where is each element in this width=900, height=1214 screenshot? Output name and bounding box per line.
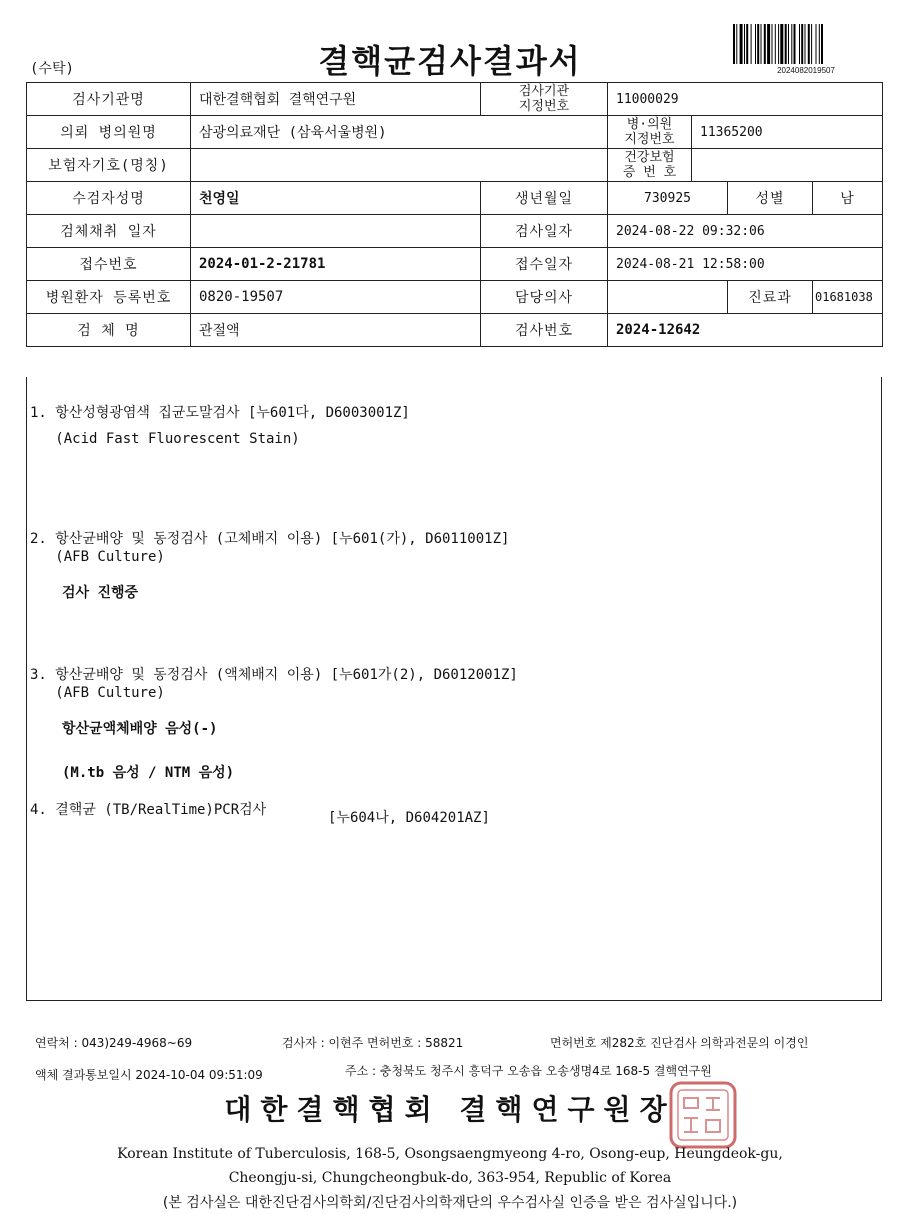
- accession-number: 2024-01-2-21781: [191, 248, 481, 281]
- test-4-title: 4. 결핵균 (TB/RealTime)PCR검사: [30, 802, 267, 818]
- test-3-result: 항산균액체배양 음성(-): [62, 721, 218, 737]
- doctor: [608, 281, 728, 314]
- reg-number: 0820-19507: [191, 281, 481, 314]
- test-3-result-detail: (M.tb 음성 / NTM 음성): [62, 765, 235, 781]
- health-ins-label: 건강보험 증 번 호: [608, 149, 692, 182]
- insurer-label: 보험자기호(명칭): [27, 149, 191, 182]
- clinic-id-label: 병·의원 지정번호: [608, 116, 692, 149]
- lab-id-label: 검사기관 지정번호: [481, 83, 608, 116]
- received-date: 2024-08-21 12:58:00: [608, 248, 883, 281]
- english-address-line-1: Korean Institute of Tuberculosis, 168-5, Osongsaengmyeong 4-ro, Osong-eup, Heungdeok-gu,: [117, 1146, 783, 1162]
- test-4-code: [누604나, D604201AZ]: [328, 810, 490, 826]
- referring-label: 의뢰 병의원명: [27, 116, 191, 149]
- dept: 01681038: [813, 281, 883, 314]
- clinic-id: 11365200: [692, 116, 883, 149]
- lab-name: 대한결핵협회 결핵연구원: [191, 83, 481, 116]
- patient-label: 수검자성명: [27, 182, 191, 215]
- test-date-label: 검사일자: [481, 215, 608, 248]
- referring-hospital: 삼광의료재단 (삼육서울병원): [191, 116, 608, 149]
- patient-name: 천영일: [191, 182, 481, 215]
- test-no-label: 검사번호: [481, 314, 608, 347]
- test-3-subtitle: (AFB Culture): [30, 685, 165, 701]
- barcode: [733, 24, 879, 64]
- info-table: [26, 82, 882, 347]
- collect-date: [191, 215, 481, 248]
- collect-label: 검체채취 일자: [27, 215, 191, 248]
- test-date: 2024-08-22 09:32:06: [608, 215, 883, 248]
- received-label: 접수일자: [481, 248, 608, 281]
- specimen-label: 검 체 명: [27, 314, 191, 347]
- license: 면허번호 제282호 진단검사 의학과전문의 이경인: [550, 1036, 809, 1050]
- lab-name-label: 검사기관명: [27, 83, 191, 116]
- dob: 730925: [608, 182, 728, 215]
- doctor-label: 담당의사: [481, 281, 608, 314]
- test-2-subtitle: (AFB Culture): [30, 549, 165, 565]
- certification-note: (본 검사실은 대한진단검사의학회/진단검사의학재단의 우수검사실 인증을 받은 검사실입니다.): [162, 1195, 738, 1211]
- test-2-title: 2. 항산균배양 및 동정검사 (고체배지 이용) [누601(가), D6011001Z]: [30, 531, 510, 547]
- contact: 연락처 : 043)249-4968~69: [35, 1036, 193, 1050]
- page-title: 결핵균검사결과서: [318, 42, 582, 80]
- specimen: 관절액: [191, 314, 481, 347]
- sex: 남: [813, 182, 883, 215]
- sex-label: 성별: [728, 182, 813, 215]
- test-number: 2024-12642: [608, 314, 883, 347]
- test-1-title: 1. 항산성형광염색 집균도말검사 [누601다, D6003001Z]: [30, 405, 410, 421]
- english-address-line-2: Cheongju-si, Chungcheongbuk-do, 363-954, Republic of Korea: [228, 1170, 672, 1186]
- tester: 검사자 : 이현주 면허번호 : 58821: [282, 1036, 464, 1050]
- health-ins: [692, 149, 883, 182]
- institution-name: 대한결핵협회 결핵연구원장: [224, 1093, 676, 1126]
- lab-id: 11000029: [608, 83, 883, 116]
- barcode-number: 2024082019507: [777, 66, 835, 75]
- test-3-title: 3. 항산균배양 및 동정검사 (액체배지 이용) [누601가(2), D6012001Z]: [30, 667, 518, 683]
- reg-label: 병원환자 등록번호: [27, 281, 191, 314]
- test-2-result: 검사 진행중: [62, 585, 139, 601]
- address: 주소 : 충청북도 청주시 흥덕구 오송읍 오송생명4로 168-5 결핵연구원: [345, 1064, 712, 1078]
- insurer: [191, 149, 608, 182]
- test-1-subtitle: (Acid Fast Fluorescent Stain): [30, 431, 300, 447]
- dob-label: 생년월일: [481, 182, 608, 215]
- receipt-type-label: (수탁): [30, 61, 74, 77]
- accession-label: 접수번호: [27, 248, 191, 281]
- dept-label: 진료과: [728, 281, 813, 314]
- notified-date: 액체 결과통보일시 2024-10-04 09:51:09: [35, 1068, 263, 1082]
